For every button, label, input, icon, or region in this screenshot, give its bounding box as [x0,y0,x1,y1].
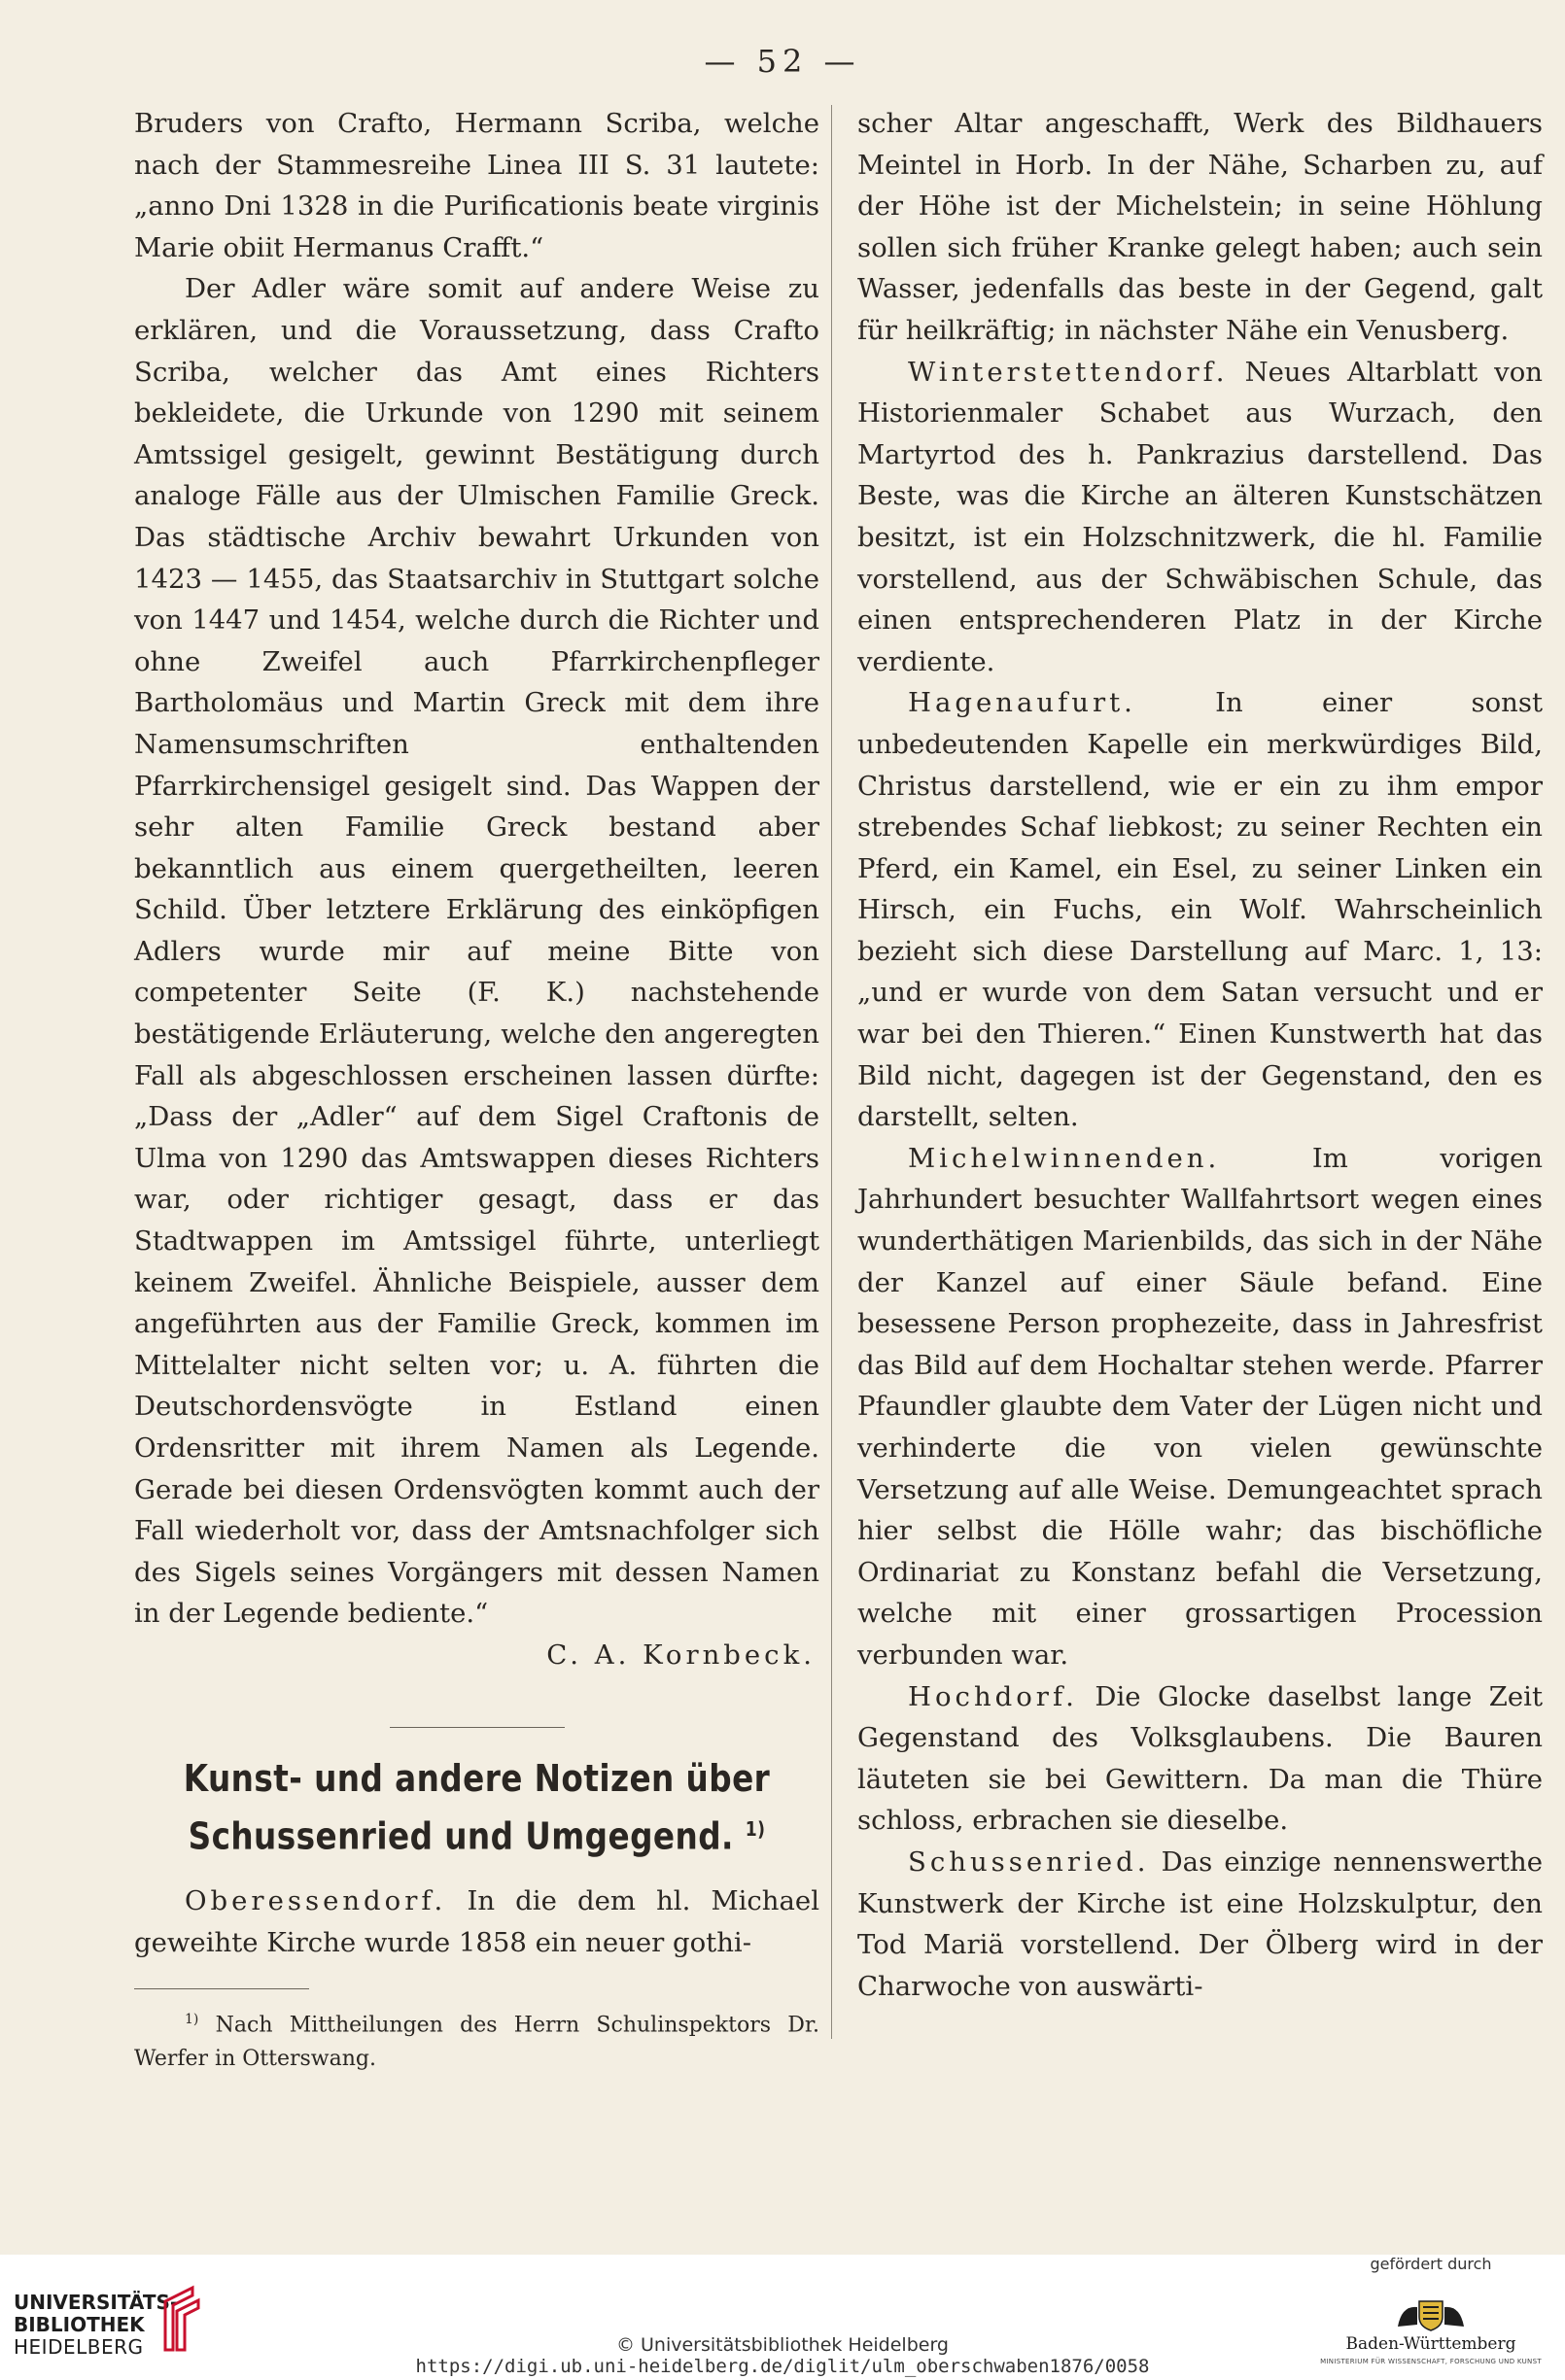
paragraph: Hagenaufurt. In einer sonst unbedeutenden Kapelle ein merkwürdiges Bild, Christus darstellend, wie er ein zu ihm empor strebendes Schaf liebkost; zu seiner Rechten ein Pferd, ein Kamel, ein Esel, zu seiner Linken ein Hirsch, ein Fuchs, ein Wolf. Wahrscheinlich bezieht sich diese Darstellung auf Marc. 1, 13: „und er wurde von dem Satan versucht und er war bei den Thieren.“ Einen Kunstwerth hat das Bild nicht, dagegen ist der Gegenstand, den es darstellt, selten. [857,687,1543,1133]
library-logo-text[interactable]: UNIVERSITÄTS- BIBLIOTHEK HEIDELBERG [14,2291,179,2359]
paragraph: scher Altar angeschafft, Werk des Bildhauers Meintel in Horb. In der Nähe, Scharben zu, auf der Höhe ist der Michelstein; in seine Höhlung sollen sich früher Kranke gelegt haben; auch sein Wasser, jedenfalls das beste in der Gegend, galt für heilkräftig; in nächster Nähe ein Venusberg. [857,108,1543,346]
footnote-reference: 1) [745,1816,766,1841]
footnote: $^{1)}$ Nach Mittheilungen des Herrn Schulinspektors Dr. Werfer in Otterswang. [134,2012,819,2071]
ministry-name: MINISTERIUM FÜR WISSENSCHAFT, FORSCHUNG UND KUNST [1320,2358,1542,2365]
column-divider [831,105,832,2039]
paragraph: Hochdorf. Die Glocke daselbst lange Zeit Gegenstand des Volksglaubens. Die Bauren läuteten sie bei Gewittern. Da man die Thüre schloss, erbrachen sie dieselbe. [857,1680,1544,1837]
place-name: Hagenaufurt. [908,687,1136,719]
left-column [134,103,819,2076]
place-name: Winterstettendorf. [908,356,1229,388]
footer-bar [0,2255,1565,2380]
funded-by-label: gefördert durch [1370,2255,1492,2273]
place-name: Oberessendorf. [185,1885,447,1917]
paragraph: Michelwinnenden. Im vorigen Jahrhundert besuchter Wallfahrtsort wegen eines wunderthätigen Marienbilds, das sich in der Nähe der Kanzel auf einer Säule befand. Eine besessene Person prophezeite, dass in Jahresfrist das Bild auf dem Hochaltar stehen werde. Pfarrer Pfaundler glaubte dem Vater der Lügen nicht und verhinderte die von vielen gewünschte Versetzung auf alle Weise. Demungeachtet sprach hier selbst die Hölle wahr; das bischöfliche Ordinariat zu Konstanz befahl die Versetzung, welche mit einer grossartigen Procession verbunden war. [857,1142,1543,1671]
right-column [857,103,1543,2007]
section-heading: Kunst- und andere Notizen über Schussenried und Umgegend. $^{1)}$ [183,1756,771,1858]
copyright-notice: © Universitätsbibliothek Heidelberg [615,2334,949,2356]
place-name: Schussenried. [908,1845,1150,1878]
state-coat-of-arms-icon [1392,2297,1470,2332]
footnote-divider [134,1988,309,1989]
permalink-url[interactable]: https://digi.ub.uni-heidelberg.de/diglit/ulm_oberschwaben1876/0058 [415,2356,1150,2377]
author-signature: C. A. Kornbeck. [546,1638,816,1671]
place-name: Michelwinnenden. [908,1142,1221,1174]
paragraph: Winterstettendorf. Neues Altarblatt von Historienmaler Schabet aus Wurzach, den Martyrtod des h. Pankrazius darstellend. Das Beste, was die Kirche an älteren Kunstschätzen besitzt, ist ein Holzschnitzwerk, die hl. Familie vorstellend, aus der Schwäbischen Schule, das einen entsprechenderen Platz in der Kirche verdiente. [857,356,1543,677]
state-name: Baden-Württemberg [1345,2334,1516,2354]
paragraph: Der Adler wäre somit auf andere Weise zu erklären, und die Voraussetzung, dass Crafto Scriba, welcher das Amt eines Richters bekleidete, die Urkunde von 1290 mit seinem Amtssigel gesigelt, gewinnt Bestätigung durch analoge Fälle aus der Ulmischen Familie Greck. Das städtische Archiv bewahrt Urkunden von 1423 — 1455, das Staatsarchiv in Stuttgart solche von 1447 und 1454, welche durch die Richter und ohne Zweifel auch Pfarrkirchenpfleger Bartholomäus und Martin Greck mit dem ihre Namensumschriften enthaltenden Pfarrkirchensigel gesigelt sind. Das Wappen der sehr alten Familie Greck bestand aber bekanntlich aus einem quergetheilten, leeren Schild. Über letztere Erklärung des einköpfigen Adlers wurde mir auf meine Bitte von competenter Seite (F. K.) nachstehende bestätigende Erläuterung, welche den angeregten Fall als abgeschlossen erscheinen lassen dürfte: „Dass der „Adler“ auf dem Sigel Craftonis de Ulma von 1290 das Amtswappen dieses Richters war, oder richtiger gesagt, dass er das Stadtwappen im Amtssigel führte, unterliegt keinem Zweifel. Ähnliche Beispiele, ausser dem angeführten aus der Familie Greck, kommen im Mittelalter nicht selten vor; u. A. führten die Deutschordensvögte in Estland einen Ordensritter mit ihrem Namen als Legende. Gerade bei diesen Ordensvögten kommt auch der Fall wiederholt vor, dass der Amtsnachfolger sich des Sigels seines Vorgängers mit dessen Namen in der Legende bediente.“ [134,273,819,1630]
page-number: — 52 — [704,43,861,80]
place-name: Hochdorf. [908,1680,1078,1712]
paragraph: Schussenried. Das einzige nennenswerthe Kunstwerk der Kirche ist eine Holzskulptur, den Tod Mariä vorstellend. Der Ölberg wird in der Charwoche von auswärti- [857,1845,1543,2002]
section-divider [390,1727,565,1728]
paragraph: Oberessendorf. In die dem hl. Michael geweihte Kirche wurde 1858 ein neuer gothi- [134,1885,819,1958]
paragraph: Bruders von Crafto, Hermann Scriba, welche nach der Stammesreihe Linea III S. 31 lautete: „anno Dni 1328 in die Purificationis beate virginis Marie obiit Hermanus Crafft.“ [134,108,819,263]
